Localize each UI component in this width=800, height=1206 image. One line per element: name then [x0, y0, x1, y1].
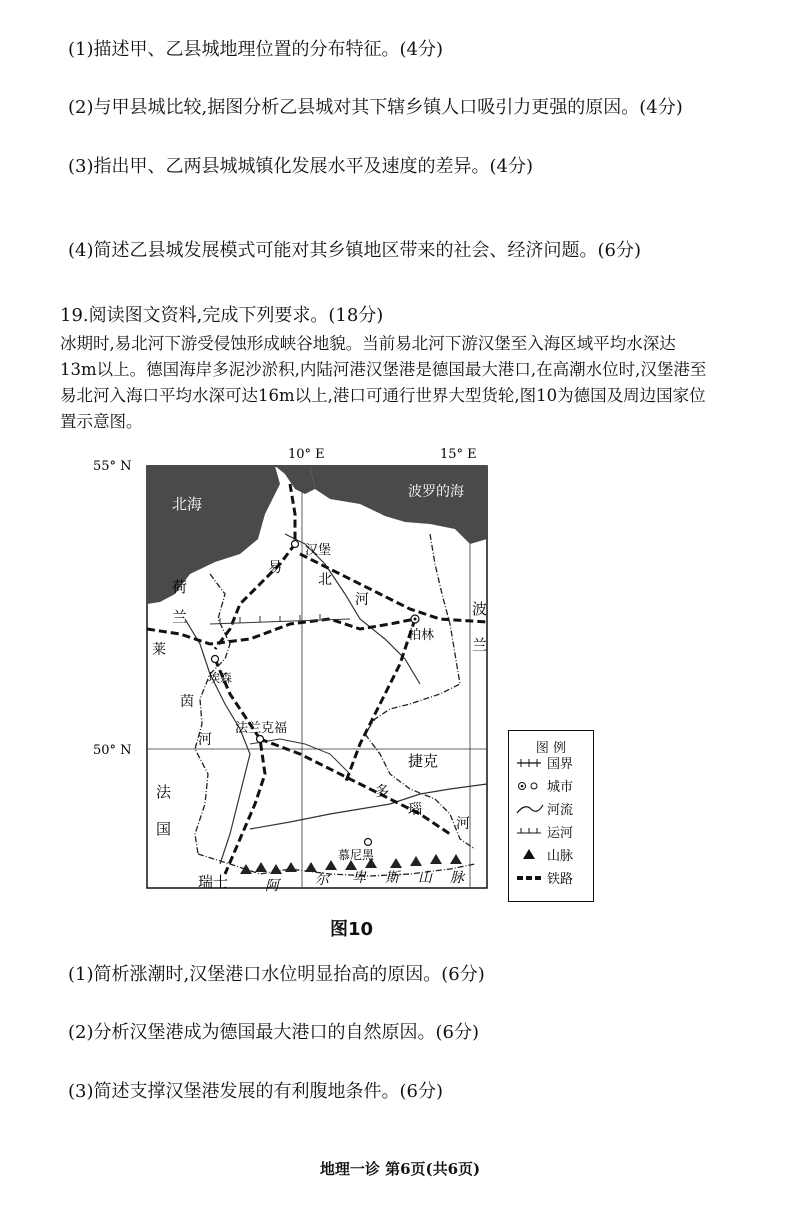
label-alps-2: 尔: [315, 872, 329, 888]
label-alps-5: 山: [418, 870, 432, 886]
legend-item-city: 城市: [547, 780, 574, 795]
label-elbe-3: 河: [355, 592, 369, 608]
figure-caption: 图10: [330, 919, 374, 940]
question-3: (3)指出甲、乙两县城城镇化发展水平及速度的差异。(4分): [68, 156, 533, 177]
label-alps-6: 脉: [450, 870, 464, 886]
city-essen-marker: [212, 656, 219, 663]
label-alps-4: 斯: [385, 870, 399, 886]
question-4: (4)简述乙县城发展模式可能对其乡镇地区带来的社会、经济问题。(6分): [68, 240, 641, 261]
label-poland-2: 兰: [472, 636, 488, 654]
label-hamburg: 汉堡: [305, 543, 332, 558]
legend-svg: [509, 753, 593, 903]
q19-block: [60, 303, 780, 435]
question-1: (1)描述甲、乙县城地理位置的分布特征。(4分): [68, 39, 443, 60]
label-berlin: 柏林: [408, 628, 435, 643]
legend-border-symbol: [517, 759, 541, 767]
label-elbe-1: 易: [268, 560, 282, 576]
label-rhine-2: 茵: [180, 694, 194, 710]
label-rhine-1: 莱: [152, 642, 166, 658]
q19-line-3: 易北河入海口平均水深可达16m以上,港口可通行世界大型货轮,图10为德国及周边国家位: [60, 386, 706, 405]
lon-label-15: 15° E: [440, 447, 477, 462]
label-baltic-sea: 波罗的海: [408, 484, 464, 500]
q19-sub-2: (2)分析汉堡港成为德国最大港口的自然原因。(6分): [68, 1022, 479, 1043]
legend-item-canal: 运河: [547, 826, 574, 841]
label-poland-1: 波: [472, 600, 488, 618]
page-footer: 地理一诊 第6页(共6页): [319, 1160, 481, 1178]
label-czech: 捷克: [408, 752, 439, 770]
city-munich-marker: [365, 839, 372, 846]
q19-line-2: 13m以上。德国海岸多泥沙淤积,内陆河港汉堡港是德国最大港口,在高潮水位时,汉堡港至: [60, 360, 707, 379]
label-france-1: 法: [156, 783, 172, 801]
legend-canal-symbol: [517, 828, 541, 833]
map-svg: [90, 444, 510, 904]
legend-item-border: 国界: [547, 757, 574, 772]
legend-city-symbol: [519, 783, 538, 790]
legend-title: 图 例: [535, 741, 567, 756]
label-alps-3: 卑: [352, 870, 366, 886]
figure-10-map: [90, 444, 510, 904]
legend-item-railway: 铁路: [547, 872, 574, 887]
label-danube-3: 河: [456, 816, 470, 832]
label-france-2: 国: [156, 820, 172, 838]
label-essen: 埃森: [208, 671, 233, 685]
label-danube-2: 瑙: [408, 802, 422, 818]
label-switzerland: 瑞士: [198, 873, 229, 891]
label-alps-1: 阿: [265, 878, 279, 894]
label-netherlands-1: 荷: [172, 578, 188, 596]
map-legend: [508, 730, 594, 902]
label-danube-1: 多: [375, 784, 389, 800]
lat-label-50: 50° N: [93, 743, 132, 758]
label-frankfurt: 法兰克福: [235, 721, 288, 736]
lat-label-55: 55° N: [93, 459, 132, 474]
label-munich: 慕尼黑: [338, 848, 375, 862]
legend-river-symbol: [517, 805, 543, 813]
q19-sub-1: (1)简析涨潮时,汉堡港口水位明显抬高的原因。(6分): [68, 964, 485, 985]
label-elbe-2: 北: [318, 572, 332, 588]
q19-line-4: 置示意图。: [60, 412, 143, 431]
lon-label-10: 10° E: [288, 447, 325, 462]
q19-line-1: 冰期时,易北河下游受侵蚀形成峡谷地貌。当前易北河下游汉堡至入海区域平均水深达: [60, 334, 676, 353]
legend-item-river: 河流: [547, 803, 574, 818]
q19-header: 19.阅读图文资料,完成下列要求。(18分): [60, 305, 384, 326]
legend-item-mountain: 山脉: [547, 849, 574, 864]
q19-sub-3: (3)简述支撑汉堡港发展的有利腹地条件。(6分): [68, 1081, 443, 1102]
city-frankfurt-marker: [257, 736, 264, 743]
question-2: (2)与甲县城比较,据图分析乙县城对其下辖乡镇人口吸引力更强的原因。(4分): [68, 97, 683, 118]
city-berlin-dot: [414, 618, 417, 621]
legend-mountain-symbol: [523, 849, 535, 859]
label-netherlands-2: 兰: [172, 608, 188, 626]
label-rhine-3: 河: [198, 732, 212, 748]
label-north-sea: 北海: [172, 495, 203, 513]
city-hamburg-marker: [292, 541, 299, 548]
